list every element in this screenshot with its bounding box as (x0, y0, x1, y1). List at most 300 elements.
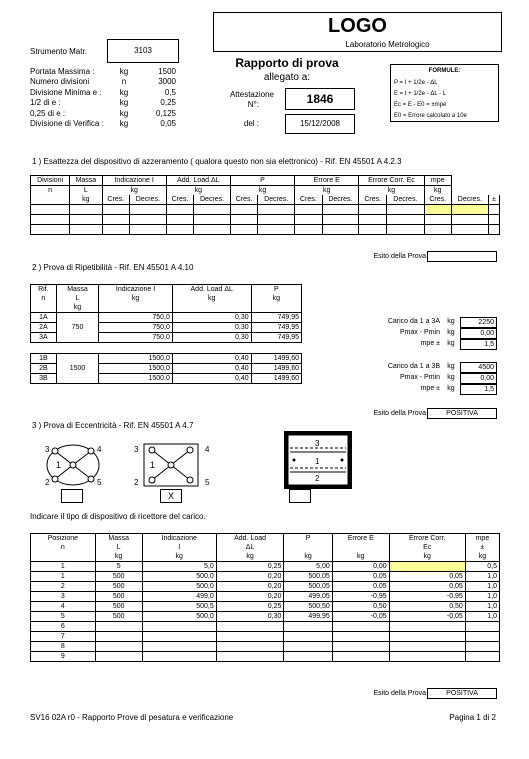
del-label: del : (243, 119, 259, 128)
table-row (31, 652, 500, 662)
column-header: kg (465, 552, 499, 562)
value-cell: 0,40 (172, 364, 251, 374)
unit-cell: kg (230, 186, 294, 196)
unit-cell: kg (359, 186, 424, 196)
table-cell[interactable] (194, 205, 231, 215)
spec-value: 0,125 (155, 108, 176, 118)
table-cell[interactable] (295, 225, 322, 235)
table-cell[interactable] (31, 215, 70, 225)
formule-title: FORMULE: (428, 68, 461, 74)
value-cell: 750,0 (99, 323, 173, 333)
report-title: Rapporto di prova (235, 56, 339, 70)
table-cell: 1,0 (465, 592, 499, 602)
column-header: Errore Corr. (389, 534, 465, 544)
table-cell[interactable] (102, 215, 129, 225)
table-cell: 500,5 (142, 602, 216, 612)
spec-label: Divisione di Verifica : (30, 119, 104, 128)
table-cell: 9 (31, 652, 96, 662)
rect-receptor-diagram (134, 444, 210, 487)
table-cell[interactable] (194, 215, 231, 225)
calc-unit: kg (447, 340, 455, 347)
spec-unit: kg (119, 108, 129, 118)
table-cell: 500 (95, 602, 142, 612)
value-cell: 750,0 (99, 333, 173, 343)
platform-label-2: 2 (315, 474, 320, 483)
table-cell[interactable] (31, 205, 70, 215)
rect-label-2: 2 (134, 478, 139, 487)
table-cell[interactable] (295, 205, 322, 215)
row-ref: 3A (31, 333, 57, 343)
table-cell: 8 (31, 642, 96, 652)
formula-1: P = I + 1/2e - ΔL (394, 80, 438, 86)
table-cell[interactable] (451, 215, 488, 225)
subheader-cell: Decres. (387, 195, 424, 205)
table-cell (216, 632, 284, 642)
circle-label-2: 2 (45, 478, 50, 487)
column-header: Ec (389, 543, 465, 552)
table-cell: 499,05 (284, 592, 332, 602)
unit-cell: kg (102, 186, 166, 196)
column-header: Errore E (332, 534, 389, 544)
table-row (31, 612, 500, 622)
table-cell (95, 652, 142, 662)
subheader-row (31, 303, 302, 313)
table-cell: 0,50 (389, 602, 465, 612)
unit-cell: n (31, 186, 70, 196)
table-cell: 500,0 (142, 572, 216, 582)
table-cell: 0,00 (332, 562, 389, 572)
header-row (31, 534, 500, 544)
value-cell: 1500,0 (99, 354, 173, 364)
subheader-row (31, 195, 500, 205)
calc-unit: kg (447, 329, 455, 336)
subheader-cell: Cres. (359, 195, 387, 205)
table-cell: 500,0 (142, 582, 216, 592)
column-header: n (31, 543, 96, 552)
value-cell: 0,30 (172, 323, 251, 333)
column-header: Add. Load (216, 534, 284, 544)
table-cell: 0,20 (216, 582, 284, 592)
table-cell (142, 642, 216, 652)
table-cell (142, 622, 216, 632)
column-header: mpe (465, 534, 499, 544)
value-cell: 0,30 (172, 333, 251, 343)
spacer (31, 343, 302, 354)
table-cell[interactable] (359, 225, 387, 235)
table-cell[interactable] (488, 225, 499, 235)
table-cell (284, 622, 332, 632)
table-cell[interactable] (31, 225, 70, 235)
attestazione-label: Attestazione (229, 90, 274, 99)
footer-page: Pagina 1 di 2 (449, 713, 496, 722)
calc-unit: kg (447, 374, 455, 381)
subheader-cell: Cres. (102, 195, 129, 205)
unit-cell: kg (295, 186, 359, 196)
column-header: Add. Load ΔL (172, 285, 251, 295)
column-header: Massa (95, 534, 142, 544)
table-cell[interactable] (70, 205, 102, 215)
table-cell: 1,0 (465, 582, 499, 592)
table-cell[interactable] (194, 225, 231, 235)
column-header: Indicazione (142, 534, 216, 544)
subheader-cell: ± (488, 195, 499, 205)
header-row (31, 285, 302, 295)
table-cell (389, 622, 465, 632)
rect-label-4: 4 (205, 445, 210, 454)
table-row (31, 622, 500, 632)
rect-label-1: 1 (150, 460, 156, 470)
calc-unit: kg (447, 385, 455, 392)
check-platform-receptor[interactable] (289, 489, 311, 503)
unit-row (31, 294, 302, 303)
column-header: Posizione (31, 534, 96, 544)
table-row (31, 205, 500, 215)
check-rect-receptor[interactable]: X (160, 489, 182, 503)
unit-cell: L (56, 294, 99, 303)
unit-cell: kg (251, 294, 301, 303)
table-cell: 0,5 (465, 562, 499, 572)
circle-label-5: 5 (97, 478, 102, 487)
table-cell: 500 (95, 582, 142, 592)
table-cell[interactable] (359, 205, 387, 215)
allegato: allegato a: (263, 72, 311, 83)
table-cell: 499,95 (284, 612, 332, 622)
table-cell[interactable] (295, 215, 322, 225)
calc-label: Carico da 1 a 3B (387, 363, 440, 370)
table-cell: 500 (95, 612, 142, 622)
table-cell[interactable] (258, 215, 295, 225)
column-header: ΔL (216, 543, 284, 552)
logo: LOGO (328, 15, 387, 37)
header-row (31, 176, 500, 186)
table-cell: 500,05 (284, 572, 332, 582)
table-cell[interactable] (102, 225, 129, 235)
table-cell[interactable] (70, 215, 102, 225)
table-cell: 500 (95, 592, 142, 602)
table-cell: 5,0 (142, 562, 216, 572)
spec-unit: n (121, 77, 127, 87)
section1-esito-value (427, 251, 497, 262)
check-circle-receptor[interactable] (61, 489, 83, 503)
table-cell: 1,0 (465, 612, 499, 622)
table-cell (389, 632, 465, 642)
spec-value: 0,5 (164, 87, 176, 97)
table-cell[interactable] (230, 215, 257, 225)
table-cell: 7 (31, 632, 96, 642)
unit-cell: n (31, 294, 57, 303)
table-row (31, 225, 500, 235)
calc-label: Pmax - Pmin (399, 329, 440, 336)
table-cell[interactable] (451, 225, 488, 235)
table-cell: 1,0 (465, 572, 499, 582)
table-cell[interactable] (166, 205, 193, 215)
formula-3: Ec = E - E0 = ±mpe (394, 102, 447, 108)
table-cell[interactable] (70, 225, 102, 235)
table-cell[interactable] (451, 205, 488, 215)
column-header: kg (284, 552, 332, 562)
unit-cell: kg (172, 294, 251, 303)
section2-esito-value: POSITIVA (427, 408, 497, 419)
table-cell (465, 652, 499, 662)
unit-row (31, 186, 500, 196)
group-mass: 1500 (56, 354, 99, 384)
table-cell (465, 632, 499, 642)
value-cell: 0,40 (172, 374, 251, 384)
table-row (31, 215, 500, 225)
table-cell: 3 (31, 592, 96, 602)
table-cell[interactable] (258, 205, 295, 215)
subheader-cell: kg (70, 195, 102, 205)
logo-box (213, 12, 502, 52)
table-cell[interactable] (424, 215, 451, 225)
table-cell (284, 642, 332, 652)
table-row (31, 592, 500, 602)
circle-receptor-diagram (45, 445, 102, 487)
table-cell (142, 632, 216, 642)
calc-label: mpe ± (420, 385, 440, 392)
table-cell[interactable] (488, 205, 499, 215)
table-cell[interactable] (258, 225, 295, 235)
column-header: Massa (70, 176, 102, 186)
value-cell: 0,40 (172, 354, 251, 364)
column-header: L (95, 543, 142, 552)
column-header: Divisioni (31, 176, 70, 186)
table-cell[interactable] (387, 225, 424, 235)
subheader-cell (99, 303, 173, 313)
table-cell[interactable] (166, 225, 193, 235)
subheader-cell (251, 303, 301, 313)
attestazione-number: 1846 (285, 88, 355, 110)
lab-name: Laboratorio Metrologico (345, 40, 430, 49)
table-cell (332, 642, 389, 652)
table-cell: 0,20 (216, 592, 284, 602)
calc-label: Carico da 1 a 3A (387, 318, 440, 325)
table-cell[interactable] (230, 205, 257, 215)
table-cell[interactable] (387, 205, 424, 215)
table-cell (95, 632, 142, 642)
n-label: N°: (247, 100, 259, 109)
row-ref: 1B (31, 354, 57, 364)
table-cell (389, 642, 465, 652)
section1-esito-label: Esito della Prova (373, 253, 426, 260)
unit-cell: kg (424, 186, 451, 196)
repeatability-table (30, 284, 302, 384)
table-cell: 1 (31, 562, 96, 572)
table-cell[interactable] (322, 225, 359, 235)
table-cell: 0,50 (332, 602, 389, 612)
column-header: Indicazione I (99, 285, 173, 295)
table-cell (284, 652, 332, 662)
table-cell (389, 562, 465, 572)
table-cell: 0,25 (216, 562, 284, 572)
platform-diagram (284, 431, 352, 489)
subheader-cell: Cres. (230, 195, 257, 205)
spec-value: 1500 (158, 67, 176, 76)
table-row (31, 572, 500, 582)
subheader-cell: Cres. (166, 195, 193, 205)
table-cell[interactable] (322, 205, 359, 215)
spec-label: 0,25 di e : (30, 108, 66, 118)
table-cell (142, 652, 216, 662)
spec-label: Portata Massima : (30, 67, 95, 76)
value-cell: 1499,60 (251, 364, 301, 374)
value-cell: 1500,0 (99, 364, 173, 374)
subheader-cell (31, 195, 70, 205)
spec-value: 0,05 (160, 119, 176, 128)
calc-value: 0,00 (460, 373, 497, 384)
formule-box (390, 64, 499, 122)
table-cell: 0,25 (216, 602, 284, 612)
table-cell (465, 642, 499, 652)
table-row (31, 313, 302, 323)
footer-doc-code: SV16 02A r0 - Rapporto Prove di pesatura e verificazione (30, 713, 234, 722)
calc-unit: kg (447, 363, 455, 370)
section3-title: 3 ) Prova di Eccentricità - Rif. EN 45501 A 4.7 (32, 421, 194, 430)
table-cell (332, 652, 389, 662)
column-header: Rif. (31, 285, 57, 295)
table-cell[interactable] (387, 215, 424, 225)
column-header (284, 543, 332, 552)
receptor-note: Indicare il tipo di dispositivo di ricettore del carico. (30, 512, 206, 521)
section3-esito-value: POSITIVA (427, 688, 497, 699)
table-cell (332, 632, 389, 642)
table-cell: -0,95 (332, 592, 389, 602)
rect-label-3: 3 (134, 445, 139, 454)
table-cell[interactable] (129, 205, 166, 215)
column-header: kg (95, 552, 142, 562)
table-cell: 5,00 (284, 562, 332, 572)
table-cell: 5 (31, 612, 96, 622)
row-ref: 2B (31, 364, 57, 374)
table-cell (216, 642, 284, 652)
table-cell: 0,05 (389, 572, 465, 582)
table-cell: 5 (95, 562, 142, 572)
column-header: Errore Corr. Ec (359, 176, 424, 186)
spec-value: 3000 (158, 77, 176, 87)
circle-label-4: 4 (97, 445, 102, 454)
subheader-row (31, 552, 500, 562)
table-row (31, 642, 500, 652)
value-cell: 749,95 (251, 323, 301, 333)
circle-label-1: 1 (56, 460, 62, 470)
column-header: kg (332, 552, 389, 562)
unit-cell: kg (166, 186, 230, 196)
table-cell (216, 622, 284, 632)
subheader-cell: Decres. (194, 195, 231, 205)
table-cell: 4 (31, 602, 96, 612)
table-cell (284, 632, 332, 642)
table-cell[interactable] (129, 225, 166, 235)
subheader-cell: Cres. (424, 195, 451, 205)
column-header: mpe (424, 176, 451, 186)
subheader-cell: Decres. (322, 195, 359, 205)
calc-label: mpe ± (420, 340, 440, 347)
table-cell: 0,05 (389, 582, 465, 592)
group-mass: 750 (56, 313, 99, 343)
table-cell (95, 642, 142, 652)
value-cell: 0,30 (172, 313, 251, 323)
table-cell: 0,20 (216, 572, 284, 582)
circle-label-3: 3 (45, 445, 50, 454)
table-cell: 6 (31, 622, 96, 632)
table-cell[interactable] (129, 215, 166, 225)
table-cell[interactable] (166, 215, 193, 225)
spacer-row (31, 343, 302, 354)
unit-cell: L (70, 186, 102, 196)
table-cell: 500 (95, 572, 142, 582)
subheader-cell (31, 303, 57, 313)
table-cell (389, 652, 465, 662)
matr-label: Strumento Matr. (30, 47, 87, 56)
calc-value: 0,00 (460, 328, 497, 339)
table-cell: 499,0 (142, 592, 216, 602)
section1-title: 1 ) Esattezza del dispositivo di azzeramento ( qualora questo non sia elettronico) - Rif. EN 45501 A 4.2.3 (32, 157, 402, 166)
spec-unit: kg (119, 119, 129, 128)
spec-value: 0,25 (160, 98, 176, 108)
table-cell[interactable] (230, 225, 257, 235)
table-cell: -0,05 (389, 612, 465, 622)
calc-unit: kg (447, 318, 455, 325)
column-header: Errore E (295, 176, 359, 186)
section3-esito-label: Esito della Prova (373, 690, 426, 697)
value-cell: 750,0 (99, 313, 173, 323)
table-cell: 500,0 (142, 612, 216, 622)
spec-label: Divisione Minima e : (30, 87, 102, 97)
table-cell (216, 652, 284, 662)
calc-value: 1,5 (460, 339, 497, 350)
table-row (31, 602, 500, 612)
platform-label-3: 3 (315, 439, 320, 448)
value-cell: 749,95 (251, 313, 301, 323)
column-header: kg (142, 552, 216, 562)
table-cell[interactable] (488, 215, 499, 225)
spec-unit: kg (119, 87, 129, 97)
unit-row (31, 543, 500, 552)
table-cell[interactable] (102, 205, 129, 215)
spec-unit: kg (119, 67, 129, 76)
unit-cell: kg (99, 294, 173, 303)
table-row (31, 582, 500, 592)
subheader-cell: kg (56, 303, 99, 313)
rect-label-5: 5 (205, 478, 210, 487)
table-cell (465, 622, 499, 632)
table-cell: -0,05 (332, 612, 389, 622)
platform-label-1: 1 (315, 457, 320, 466)
calc-value: 2250 (460, 317, 497, 328)
table-cell: 0,05 (332, 582, 389, 592)
table-cell[interactable] (359, 215, 387, 225)
formula-2: E = I + 1/2e - ΔL - L (394, 91, 447, 97)
value-cell: 1499,60 (251, 354, 301, 364)
table-cell[interactable] (424, 225, 451, 235)
attestazione-date: 15/12/2008 (285, 114, 355, 134)
table-cell (332, 622, 389, 632)
value-cell: 1499,60 (251, 374, 301, 384)
column-header: P (251, 285, 301, 295)
table-row (31, 562, 500, 572)
column-header: P (284, 534, 332, 544)
section2-esito-label: Esito della Prova (373, 410, 426, 417)
subheader-cell: Decres. (129, 195, 166, 205)
column-header: Indicazione I (102, 176, 166, 186)
table-cell[interactable] (322, 215, 359, 225)
table-row (31, 632, 500, 642)
table-cell (95, 622, 142, 632)
table-cell[interactable] (424, 205, 451, 215)
spec-label: 1/2 di e : (30, 98, 61, 108)
value-cell: 1500,0 (99, 374, 173, 384)
section2-title: 2 ) Prova di Ripetibilità - Rif. EN 45501 A 4.10 (32, 263, 194, 272)
